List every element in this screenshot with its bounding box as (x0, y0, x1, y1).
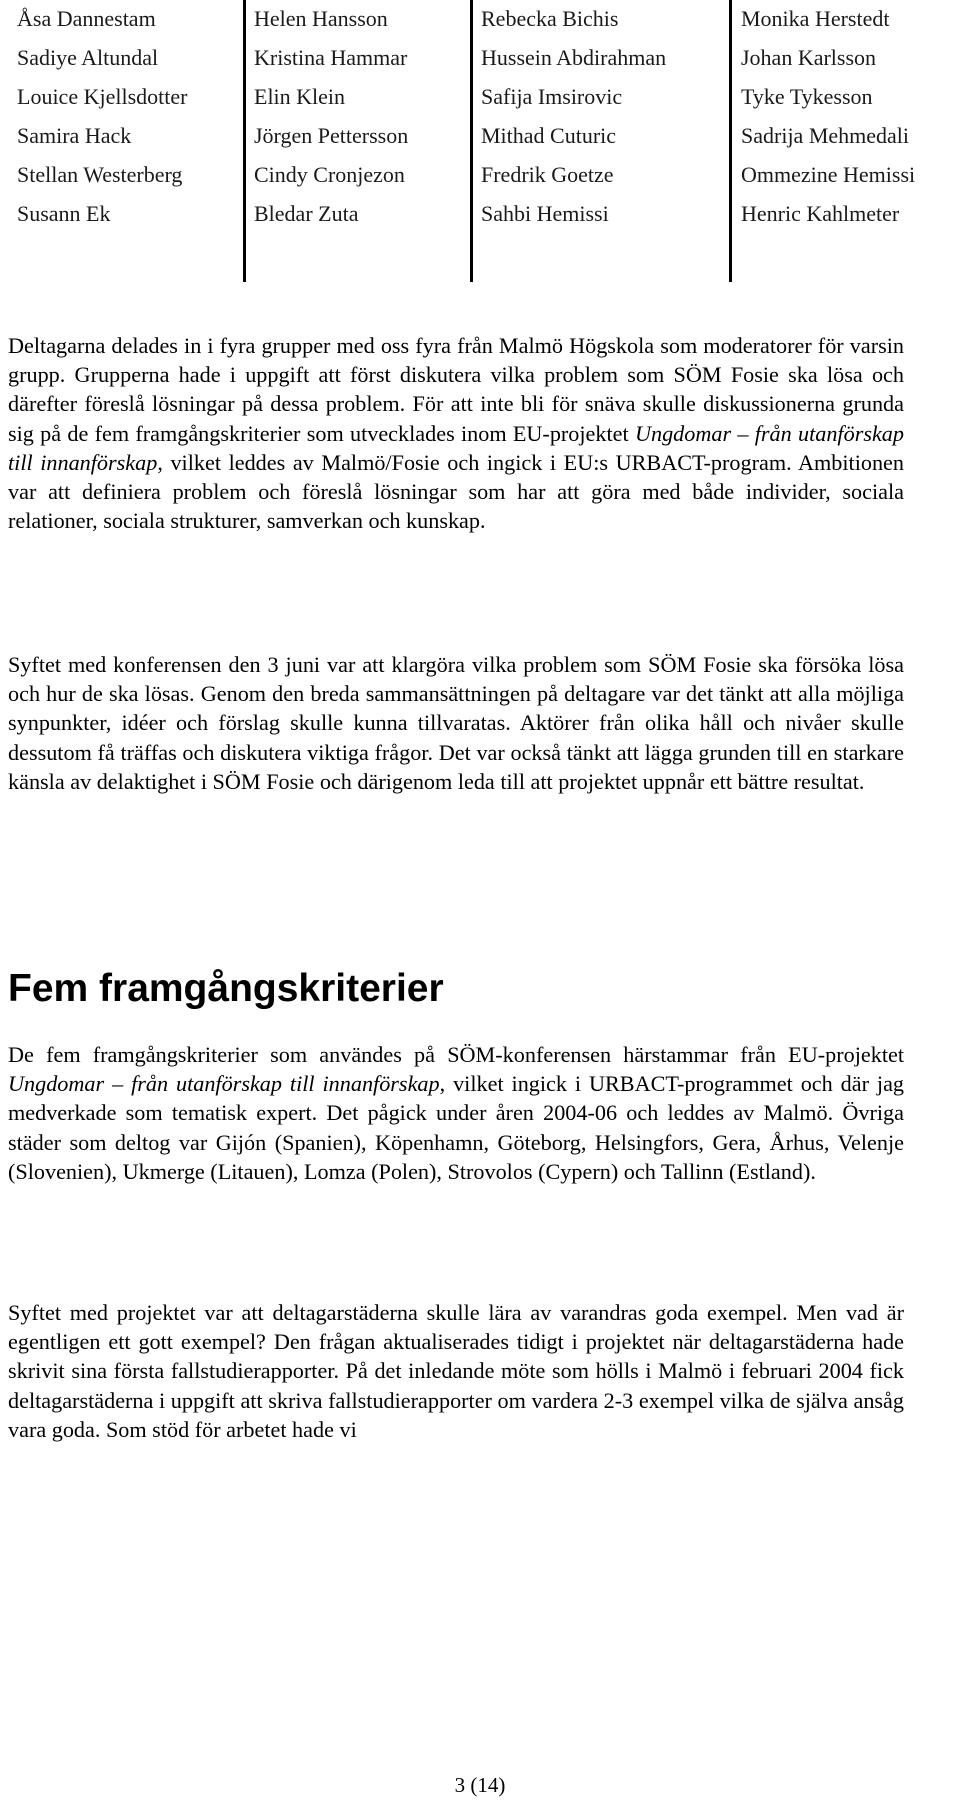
participant-name: Cindy Cronjezon (254, 162, 405, 187)
names-column-1 (17, 0, 242, 280)
participant-name: Åsa Dannestam (17, 6, 156, 31)
participant-name: Kristina Hammar (254, 45, 408, 70)
participant-name: Ommezine Hemissi (741, 162, 916, 187)
participant-name: Johan Karlsson (741, 45, 877, 70)
paragraph-conference-purpose: Syftet med konferensen den 3 juni var att klargöra vilka problem som SÖM Fosie ska försöka lösa och hur de ska lösas. Genom den breda sammansättningen på deltagare var det tänkt att alla möjliga synpunkter, idéer och förslag skulle kunna tillvaratas. Aktörer från olika håll och nivåer skulle dessutom få träffas och diskutera viktiga frågor. Det var också tänkt att lägga grunden till en starkare känsla av delaktighet i SÖM Fosie och därigenom leda till att projektet uppnår ett bättre resultat. (8, 652, 904, 794)
names-column-4 (741, 0, 956, 280)
participant-name: Fredrik Goetze (481, 162, 614, 187)
participant-name: Louice Kjellsdotter (17, 84, 188, 109)
participant-name: Samira Hack (17, 123, 132, 148)
paragraph-success-criteria-origin: De fem framgångskriterier som användes på SÖM-konferensen härstammar från EU-projektet Ungdomar – från utanförskap till innanförskap, vilket ingick i URBACT-programmet och där jag medverkade som tematisk expert. Det pågick under åren 2004-06 och leddes av Malmö. Övriga städer som deltog var Gijón (Spanien), Köpenhamn, Göteborg, Helsingfors, Gera, Århus, Velenje (Slovenien), Ukmerge (Litauen), Lomza (Polen), Strovolos (Cypern) och Tallinn (Estland). (8, 1042, 905, 1184)
paragraph-project-purpose: Syftet med projektet var att deltagarstäderna skulle lära av varandras goda exempel. Men vad är egentligen ett gott exempel? Den frågan aktualiserades tidigt i projektet när deltagarstäderna hade skrivit sina första fallstudierapporter. På det inledande möte som hölls i Malmö i februari 2004 fick deltagarstäderna i uppgift att skriva fallstudierapporter om vardera 2-3 exempel vilka de själva ansåg vara goda. Som stöd för arbetet hade vi (8, 1300, 904, 1442)
participant-name: Bledar Zuta (254, 201, 359, 226)
names-column-3 (481, 0, 721, 280)
participant-name: Helen Hansson (254, 6, 388, 31)
page-number: 3 (14) (454, 1773, 506, 1797)
participant-name: Monika Herstedt (741, 6, 890, 31)
participant-name: Sadiye Altundal (17, 45, 159, 70)
project-title-italic: Ungdomar – från utanförskap till innanförskap (8, 420, 904, 475)
column-divider (470, 0, 473, 282)
participant-name: Henric Kahlmeter (741, 201, 900, 226)
section-heading: Fem framgångskriterier (8, 967, 444, 1010)
participant-name: Tyke Tykesson (741, 84, 873, 109)
participant-name: Susann Ek (17, 201, 111, 226)
column-divider (729, 0, 732, 282)
participant-name: Stellan Westerberg (17, 162, 183, 187)
column-divider (243, 0, 246, 282)
participant-name: Hussein Abdirahman (481, 45, 667, 70)
participant-name: Elin Klein (254, 84, 346, 109)
participant-name: Rebecka Bichis (481, 6, 619, 31)
participant-name: Sadrija Mehmedali (741, 123, 910, 148)
participant-name: Sahbi Hemissi (481, 201, 609, 226)
paragraph-workshop-groups: Deltagarna delades in i fyra grupper med oss fyra från Malmö Högskola som moderatorer för varsin grupp. Grupperna hade i uppgift att först diskutera vilka problem som SÖM Fosie ska lösa och därefter föreslå lösningar på dessa problem. För att inte bli för snäva skulle diskussionerna grunda sig på de fem framgångskriterier som utvecklades inom EU-projektet Ungdomar – från utanförskap till innanförskap, vilket leddes av Malmö/Fosie och ingick i EU:s URBACT-program. Ambitionen var att definiera problem och föreslå lösningar som har att göra med både individer, sociala relationer, sociala strukturer, samverkan och kunskap. (8, 333, 904, 534)
participant-names-table (0, 0, 960, 280)
project-title-italic: Ungdomar – från utanförskap till innanförskap (8, 1071, 440, 1097)
participant-name: Safija Imsirovic (481, 84, 623, 109)
participant-name: Jörgen Pettersson (254, 123, 409, 148)
participant-name: Mithad Cuturic (481, 123, 617, 148)
names-column-2 (254, 0, 464, 280)
